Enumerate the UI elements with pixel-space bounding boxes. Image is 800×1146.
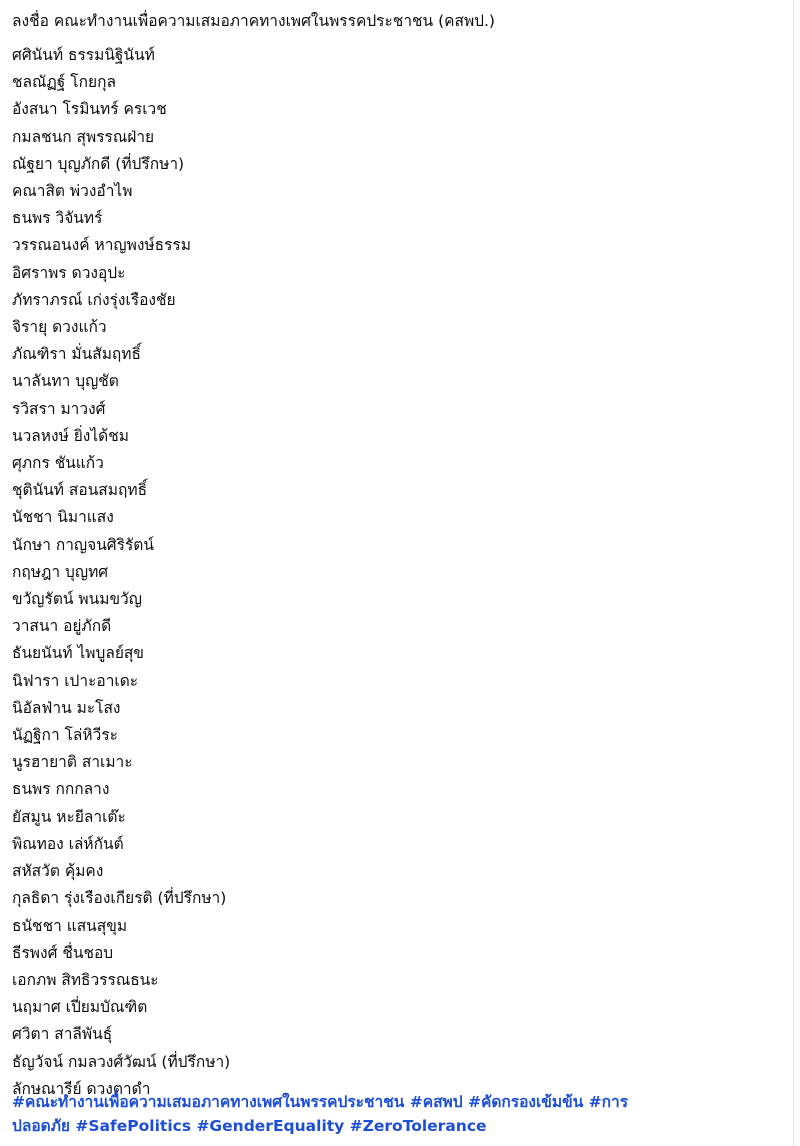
list-item: อิศราพร ดวงอุปะ: [12, 263, 126, 282]
list-item: ณัฐยา บุญภักดี (ที่ปรึกษา): [12, 154, 185, 173]
list-item: นาลันทา บุญชัต: [12, 372, 119, 391]
list-item: ขวัญรัตน์ พนมขวัญ: [12, 590, 142, 609]
list-item: วรรณอนงค์ หาญพงษ์ธรรม: [12, 236, 191, 255]
list-item: ธนัชชา แสนสุขุม: [12, 916, 128, 935]
list-item: ภัณฑิรา มั่นสัมฤทธิ์: [12, 345, 141, 364]
right-edge-rail: [793, 0, 800, 1146]
list-item: ชุตินันท์ สอนสมฤทธิ์: [12, 481, 148, 500]
list-item: กมลชนก สุพรรณฝ่าย: [12, 127, 155, 146]
list-item: อังสนา โรมินทร์ ครเวช: [12, 100, 167, 119]
list-item: นักษา กาญจนศิริรัตน์: [12, 535, 154, 554]
hashtag-block: [12, 1090, 788, 1138]
list-item: ศุภกร ชันแก้ว: [12, 454, 104, 473]
list-item: นูรฮายาติ สาเมาะ: [12, 753, 133, 772]
signatory-list: [12, 42, 788, 1103]
hashtag-line-2[interactable]: ปลอดภัย #SafePolitics #GenderEquality #ZeroTolerance: [12, 1117, 487, 1135]
list-item: ธัญวัจน์ กมลวงศ์วัฒน์ (ที่ปรึกษา): [12, 1052, 231, 1071]
list-item: ชลณัฏฐ์ โกยกุล: [12, 73, 116, 92]
list-item: นิฟารา เปาะอาเดะ: [12, 671, 139, 690]
list-item: ภัทราภรณ์ เก่งรุ่งเรืองชัย: [12, 290, 176, 309]
list-item: ศศินันท์ ธรรมนิฐินันท์: [12, 46, 155, 64]
list-item: ธนพร วิจันทร์: [12, 209, 103, 228]
list-item: ธีรพงศ์ ชื่นชอบ: [12, 943, 114, 962]
list-item: พิณทอง เล่ห์กันต์: [12, 834, 124, 853]
list-item: กฤษฎา บุญทศ: [12, 562, 109, 581]
list-item: นิอัลฟ่าน มะโสง: [12, 698, 121, 717]
list-item: วาสนา อยู่ภักดี: [12, 617, 112, 636]
list-item: นวลหงษ์ ยิ่งได้ชม: [12, 426, 129, 445]
list-item: ธันยนันท์ ไพบูลย์สุข: [12, 644, 144, 663]
page-title: ลงชื่อ คณะทำงานเพื่อความเสมอภาคทางเพศในพรรคประชาชน (คสพป.): [12, 12, 495, 30]
list-item: ธนพร กกกลาง: [12, 780, 110, 799]
list-item: รวิสรา มาวงศ์: [12, 399, 106, 418]
list-item: จิรายุ ดวงแก้ว: [12, 318, 107, 337]
list-item: ลักษณารีย์ ดวงตาดำ: [12, 1079, 151, 1098]
list-item: นัฏฐิกา โล่หิวีระ: [12, 726, 118, 745]
hashtag-line-1[interactable]: #คณะทำงานเพื่อความเสมอภาคทางเพศในพรรคประชาชน #คสพป #คัดกรองเข้มข้น #การ: [12, 1093, 629, 1111]
list-item: กุลธิดา รุ่งเรืองเกียรติ (ที่ปรึกษา): [12, 889, 227, 908]
list-item: นฤมาศ เปี่ยมบัณฑิต: [12, 998, 148, 1017]
list-item: ศวิตา สาลีพันธุ์: [12, 1025, 113, 1044]
list-item: เอกภพ สิทธิวรรณธนะ: [12, 970, 159, 989]
list-item: ยัสมูน หะยีลาเต๊ะ: [12, 807, 126, 826]
list-item: คณาสิต พ่วงอำไพ: [12, 182, 133, 201]
list-item: สหัสวัต คุ้มคง: [12, 862, 104, 881]
list-item: นัชชา นิมาแสง: [12, 508, 114, 527]
